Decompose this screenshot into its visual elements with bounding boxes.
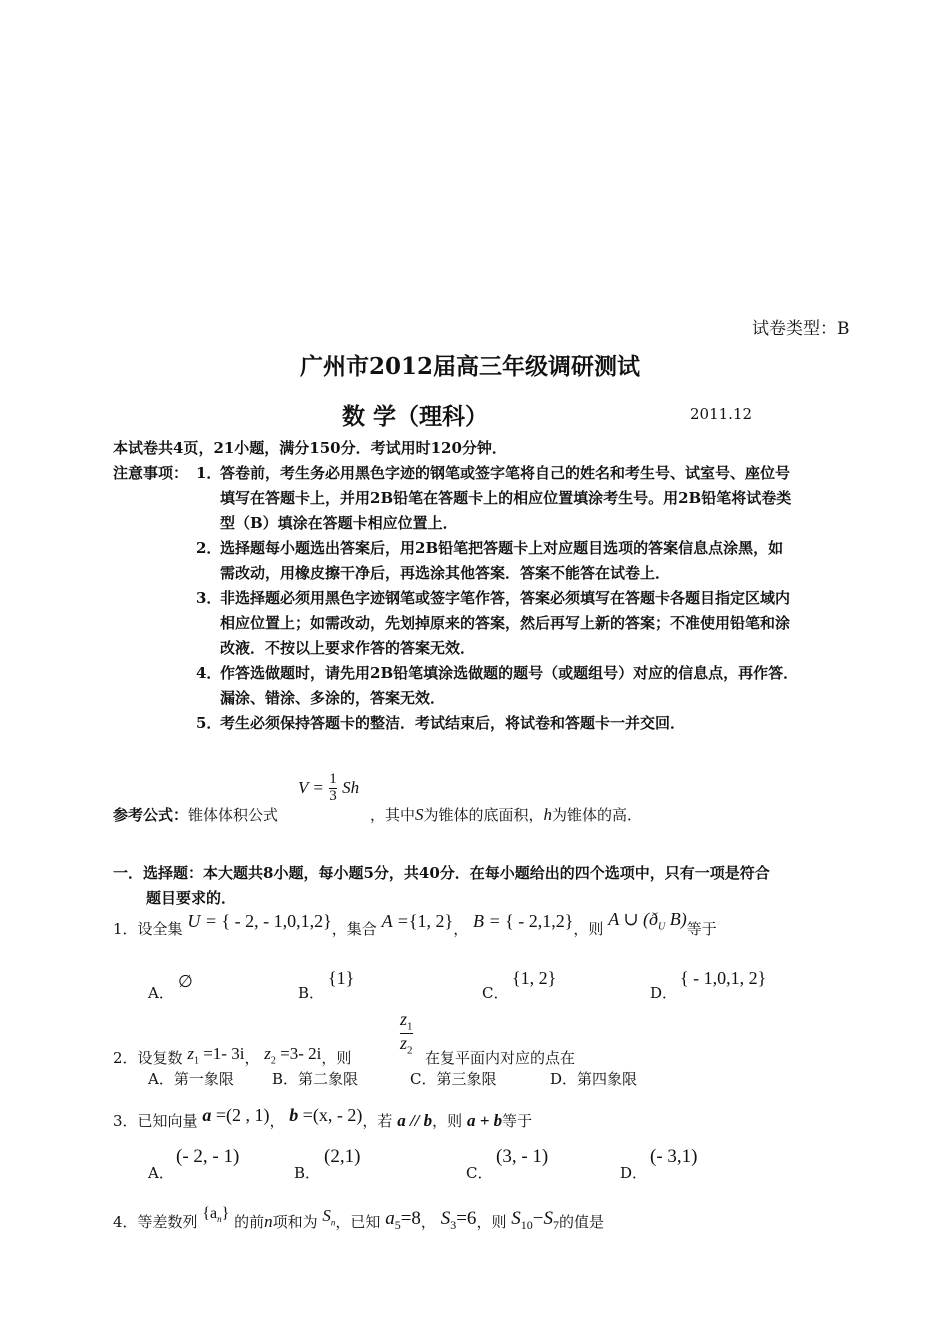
- q2-option-d: D．第四象限: [550, 1070, 638, 1088]
- q3-option-d-value: (- 3,1): [650, 1146, 698, 1167]
- formula-denominator: 3: [329, 787, 337, 804]
- q3-option-c: C．: [466, 1164, 493, 1182]
- set-expression: A ∪ ($ð_U$ B): [608, 909, 687, 933]
- note-1-line-1: 答卷前，考生务必用黑色字迹的钢笔或签字笔将自己的姓名和考生号、试室号、座位号: [220, 464, 791, 482]
- q2-fraction: $\frac{z_1}{z_2}$: [400, 1009, 413, 1057]
- q2-option-c: C．第三象限: [410, 1070, 497, 1088]
- formula-line: [113, 804, 278, 825]
- q3-option-a-value: (- 2, - 1): [176, 1146, 240, 1167]
- q1-option-b-value: {1}: [328, 968, 355, 988]
- exam-title: 广州市2012届高三年级调研测试: [300, 353, 641, 380]
- q3-option-d: D．: [620, 1164, 648, 1182]
- section-1-line-1: 一．选择题：本大题共8小题，每小题5分，共40分．在每小题给出的四个选项中，只有一项是符合: [113, 864, 770, 882]
- note-1-line-3: 型（B）填涂在答题卡相应位置上．: [220, 514, 458, 532]
- note-1-num: 1．: [196, 464, 222, 482]
- question-3: 3．已知向量 a =(2 , 1)， b =(x, - 2)，若 a // b，则 a + b等于: [113, 1105, 533, 1130]
- question-4: 4．等差数列 $\{a_n\}$ 的前n项和为 $S_n$，已知 $a_5=8$， $S_3=6$，则 $S_{10}-S_7$的值是: [113, 1205, 604, 1232]
- note-3-num: 3．: [196, 589, 222, 607]
- q3-option-a: A．: [148, 1164, 174, 1182]
- subject-title: 数 学（理科）: [342, 403, 489, 430]
- note-1-line-2: 填写在答题卡上，并用2B铅笔在答题卡上的相应位置填涂考生号。用2B铅笔将试卷类: [220, 489, 792, 507]
- formula-lhs: V =: [298, 777, 324, 797]
- exam-intro: 本试卷共4页，21小题，满分150分．考试用时120分钟．: [113, 439, 507, 457]
- set-u: { - 2, - 1,0,1,2}: [221, 911, 332, 931]
- q3-option-b-value: (2,1): [324, 1146, 361, 1167]
- q1-option-c: C．: [482, 984, 509, 1002]
- notes-label: 注意事项：: [113, 464, 189, 482]
- q3-option-b: B．: [294, 1164, 321, 1182]
- q3-option-c-value: (3, - 1): [496, 1146, 549, 1167]
- set-b: { - 2,1,2}: [505, 911, 574, 931]
- volume-formula: [298, 772, 359, 805]
- var-s: S: [415, 805, 424, 824]
- formula-text-1: 锥体体积公式: [188, 806, 279, 824]
- formula-rhs: Sh: [342, 777, 360, 797]
- note-2-line-1: 选择题每小题选出答案后，用2B铅笔把答题卡上对应题目选项的答案信息点涂黑，如: [220, 539, 784, 557]
- formula-label: 参考公式：: [113, 806, 189, 824]
- note-4-line-2: 漏涂、错涂、多涂的，答案无效．: [220, 689, 446, 707]
- section-1-line-2: 题目要求的．: [146, 889, 237, 907]
- note-3-line-2: 相应位置上；如需改动，先划掉原来的答案，然后再写上新的答案；不准使用铅笔和涂: [220, 614, 791, 632]
- var-h: h: [543, 805, 553, 824]
- q1-option-c-value: {1, 2}: [512, 968, 557, 988]
- note-3-line-1: 非选择题必须用黑色字迹钢笔或签字笔作答，答案必须填写在答题卡各题目指定区域内: [220, 589, 791, 607]
- note-2-line-2: 需改动，用橡皮擦干净后，再选涂其他答案．答案不能答在试卷上．: [220, 564, 671, 582]
- q1-option-d-value: { - 1,0,1, 2}: [680, 968, 767, 988]
- note-2-num: 2．: [196, 539, 222, 557]
- q1-option-a-value: ∅: [178, 972, 193, 991]
- formula-explanation: ，其中S为锥体的底面积，h为锥体的高．: [370, 805, 643, 824]
- note-5-line-1: 考生必须保持答题卡的整洁．考试结束后，将试卷和答题卡一并交回．: [220, 714, 686, 732]
- note-4-num: 4．: [196, 664, 222, 682]
- q1-option-a: A．: [148, 984, 174, 1002]
- note-5-num: 5．: [196, 714, 222, 732]
- note-4-line-1: 作答选做题时，请先用2B铅笔填涂选做题的题号（或题组号）对应的信息点，再作答．: [220, 664, 799, 682]
- exam-date: 2011.12: [690, 405, 753, 423]
- formula-fraction: [329, 772, 337, 805]
- q2-option-a: A．第一象限: [148, 1070, 234, 1088]
- q1-option-d: D．: [650, 984, 678, 1002]
- q1-option-b: B．: [298, 984, 325, 1002]
- formula-numerator: 1: [329, 771, 337, 787]
- question-2: 2．设复数 $z_1 =1-$ 3i， $z_2 =3-$ 2i，则: [113, 1044, 352, 1067]
- set-a: {1, 2}: [408, 911, 454, 931]
- q2-option-b: B．第二象限: [272, 1070, 359, 1088]
- paper-type: 试卷类型：B: [752, 319, 850, 339]
- question-1: 1．设全集 U = { - 2, - 1,0,1,2}，集合 A ={1, 2}， B = { - 2,1,2}，则 A ∪ ($ð_U$ B)等于: [113, 909, 717, 938]
- note-3-line-3: 改液．不按以上要求作答的答案无效．: [220, 639, 476, 657]
- q2-tail: 在复平面内对应的点在: [425, 1049, 576, 1067]
